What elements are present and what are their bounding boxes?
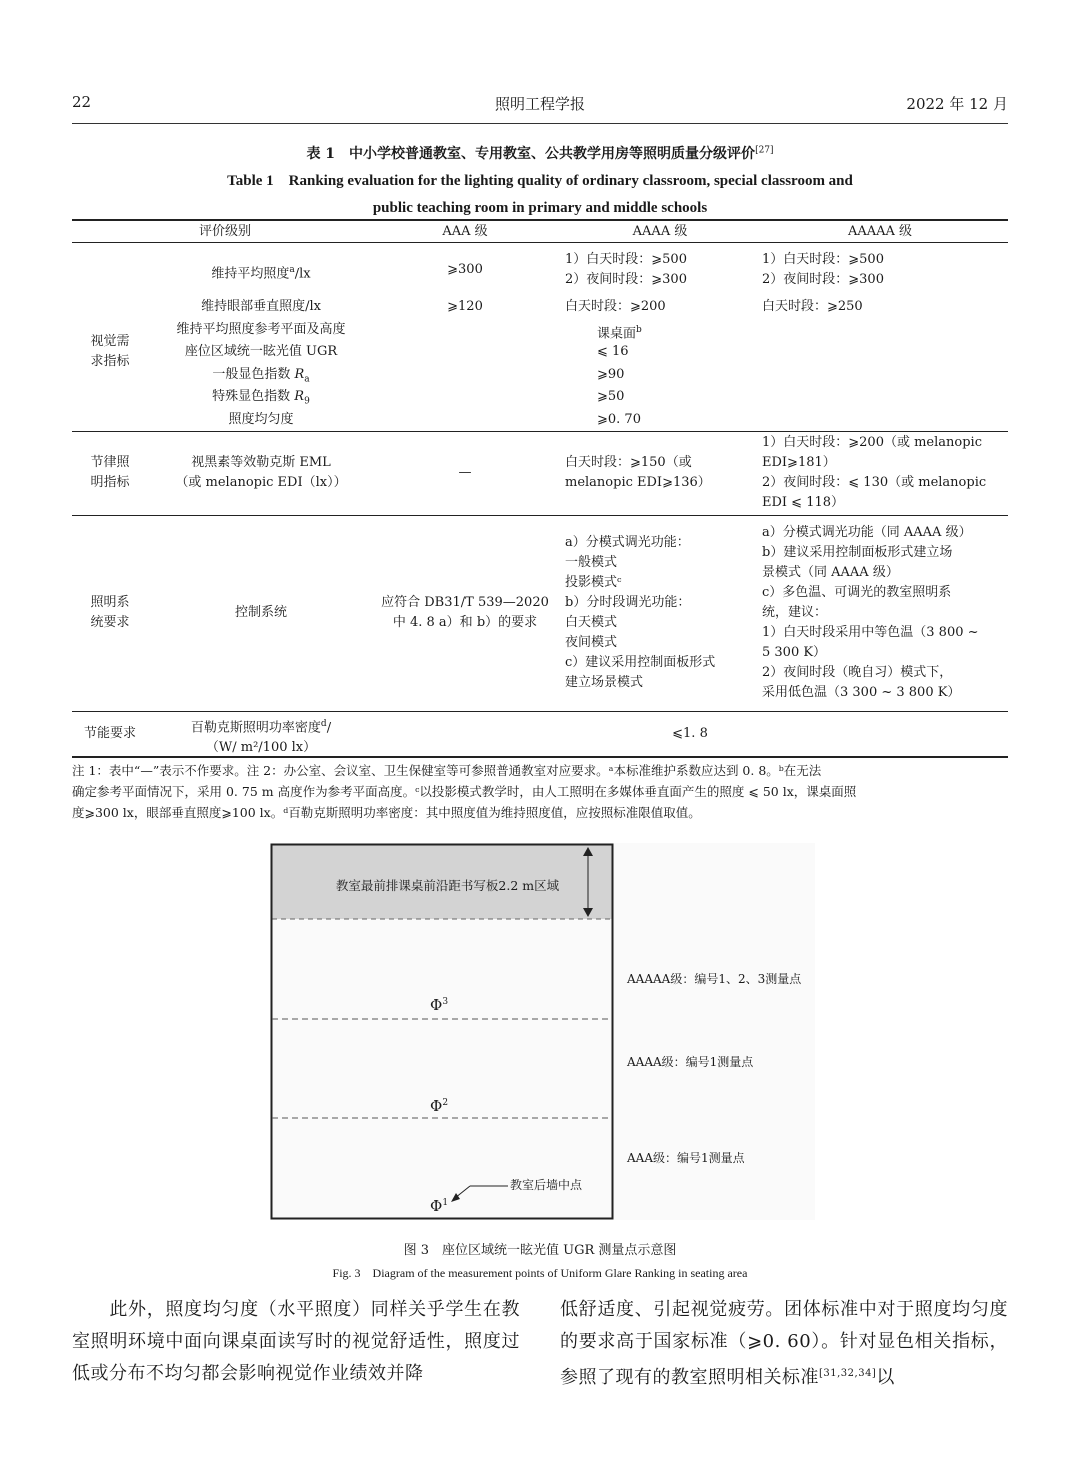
th-aaaaa: AAAAA 级 [847, 224, 913, 239]
row-ugr-name: 座位区域统一眩光值 UGR [184, 344, 338, 359]
table-top-rule [72, 219, 1008, 221]
figure-caption-en: Fig. 3 Diagram of the measurement points of Uniform Glare Ranking in seating area [332, 1266, 748, 1280]
label-aaaaa: AAAAA级：编号1、2、3测量点 [627, 972, 802, 986]
row-ctrl-aaaa: a）分模式调光功能： 一般模式 投影模式ᶜ b）分时段调光功能： 白天模式 夜间模式 c）建议采用控制面板形式 建立场景模式 [565, 535, 716, 690]
table-rule-3 [72, 711, 1008, 712]
row-r9-value: ⩾50 [597, 389, 625, 404]
row-eml-aaaa: 白天时段：⩾150（或 melanopic EDI⩾136） [565, 455, 711, 490]
table-rule-2 [72, 515, 1008, 516]
row-uni-value: ⩾0. 70 [597, 412, 641, 427]
th-aaa: AAA 级 [442, 224, 488, 239]
figure-caption-zh: 图 3 座位区域统一眩光值 UGR 测量点示意图 [403, 1243, 677, 1258]
table-rule-1 [72, 431, 1008, 432]
row-uni-name: 照度均匀度 [228, 412, 294, 427]
row-illum-aaaa: 1）白天时段：⩾500 2）夜间时段：⩾300 [565, 252, 687, 287]
row-eml-aaaaa: 1）白天时段：⩾200（或 melanopic EDI⩾181） 2）夜间时段：⩽ 130（或 melanopic EDI ⩽ 118） [762, 435, 987, 510]
th-aaaa: AAAA 级 [632, 224, 688, 239]
issue-date: 2022 年 12 月 [906, 95, 1008, 113]
row-eml-name: 视黑素等效勒克斯 EML （或 melanopic EDI（lx）） [175, 455, 347, 490]
row-plane-name: 维持平均照度参考平面及高度 [176, 322, 346, 337]
row-eye-name: 维持眼部垂直照度/lx [201, 299, 321, 314]
group-system: 照明系 统要求 [90, 595, 130, 630]
group-energy: 节能要求 [83, 726, 136, 741]
header-rule [72, 123, 1008, 124]
label-aaa: AAA级：编号1测量点 [627, 1151, 745, 1165]
row-eye-aaaa: 白天时段：⩾200 [565, 299, 666, 314]
table-note: 注 1：表中“—”表示不作要求。注 2：办公室、会议室、卫生保健室等可参照普通教室对应要求。ᵃ本标准维护系数应达到 0. 8。ᵇ在无法 确定参考平面情况下，采用 0. 75 m 高度作为参考平面高度。ᶜ以投影模式教学时，由人工照明在多媒体垂直面产生的照度 ⩽ 50 lx，课桌面照 度⩾300 lx，眼部垂直照度⩾100 lx。ᵈ百勒克斯照明功率密度：其中照度值为维持照度值，应按照标准限值取值。 [72, 763, 857, 820]
body-text-left: 此外，照度均匀度（水平照度）同样关乎学生在教室照明环境中面向课桌面读写时的视觉舒适性，照度过低或分布不均匀都会影响视觉作业绩效并降 [72, 1299, 520, 1384]
measurement-point-1: $\Phi^1$ [430, 1197, 449, 1215]
row-ra-name: 一般显色指数 $R_a$ [212, 367, 310, 385]
group-rhythm: 节律照 明指标 [90, 455, 130, 490]
measurement-point-2: $\Phi^2$ [430, 1097, 449, 1115]
row-illum-aaa: ⩾300 [447, 262, 483, 277]
th-level: 评价级别 [198, 224, 251, 239]
body-text-right: 低舒适度、引起视觉疲劳。团体标准中对于照度均匀度的要求高于国家标准（⩾0. 60）。针对显色相关指标，参照了现有的教室照明相关标准[31,32,34]以 [560, 1299, 1008, 1388]
row-lpd-name: 百勒克斯照明功率密度$^d$/ （W/ m²/100 lx） [190, 719, 332, 756]
row-eml-aaa: — [458, 465, 472, 480]
row-plane-value: 课桌面$^b$ [597, 325, 642, 342]
table-caption-en-2: public teaching room in primary and middle schools [372, 200, 708, 216]
row-illum-aaaaa: 1）白天时段：⩾500 2）夜间时段：⩾300 [762, 252, 884, 287]
group-visual: 视觉需 求指标 [90, 334, 130, 369]
row-ctrl-aaa: 应符合 DB31/T 539—2020 中 4. 8 a）和 b）的要求 [381, 595, 549, 630]
row-ctrl-name: 控制系统 [234, 605, 287, 620]
row-ra-value: ⩾90 [597, 367, 625, 382]
row-r9-name: 特殊显色指数 $R_9$ [212, 389, 310, 407]
row-eye-aaa: ⩾120 [447, 299, 483, 314]
row-lpd-value: ⩽1. 8 [672, 726, 708, 741]
table-caption-zh: 表 1 中小学校普通教室、专用教室、公共教学用房等照明质量分级评价[27] [306, 145, 774, 162]
row-illum-name: 维持平均照度$^a$/lx [211, 265, 311, 282]
figure-3 [270, 843, 815, 1220]
front-zone-label: 教室最前排课桌前沿距书写板2.2 m区域 [335, 878, 560, 893]
rear-wall-label: 教室后墙中点 [510, 1178, 583, 1192]
table-caption-en-1: Table 1 Ranking evaluation for the lighting quality of ordinary classroom, special classroom and [227, 173, 853, 189]
row-eye-aaaaa: 白天时段：⩾250 [762, 299, 863, 314]
journal-title: 照明工程学报 [494, 95, 585, 113]
row-ctrl-aaaaa: a）分模式调光功能（同 AAAA 级） b）建议采用控制面板形式建立场 景模式（同 AAAA 级） c）多色温、可调光的教室照明系 统，建议： 1）白天时段采用中等色温（3 800 ~ 5 300 K） 2）夜间时段（晚自习）模式下， 采用低色温（3 300 ~ 3 800 K） [762, 525, 979, 700]
row-ugr-value: ⩽ 16 [597, 344, 629, 359]
page-number: 22 [72, 93, 92, 111]
label-aaaa: AAAA级：编号1测量点 [627, 1055, 754, 1069]
measurement-point-3: $\Phi^3$ [430, 996, 449, 1014]
table-header-rule [72, 242, 1008, 243]
